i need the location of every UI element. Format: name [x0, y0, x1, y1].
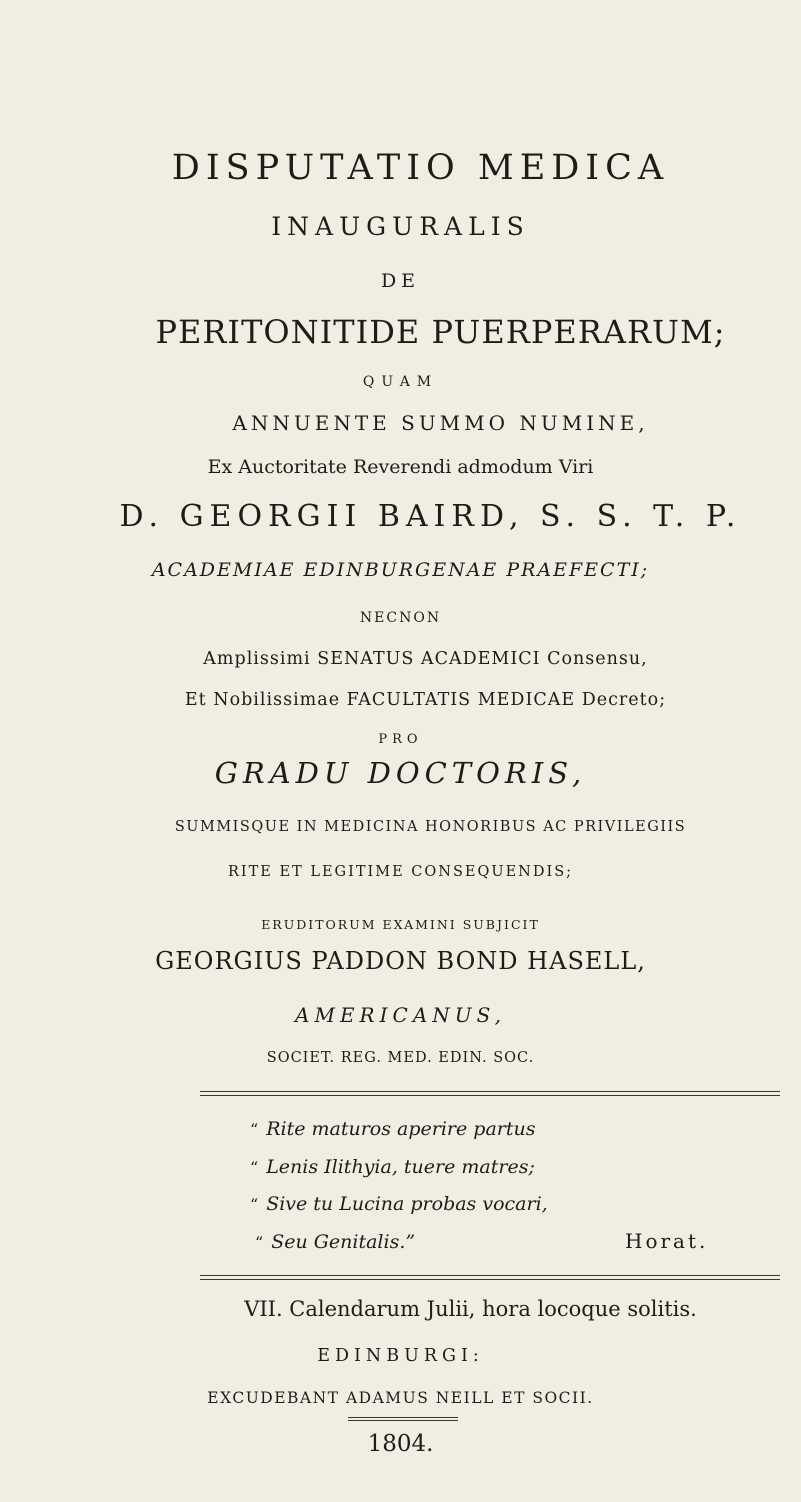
pro-line: PRO: [378, 732, 423, 747]
epigraph-line-4: [255, 1231, 415, 1253]
author-name: GEORGIUS PADDON BOND HASELL,: [155, 947, 646, 975]
senatus-line: Amplissimi SENATUS ACADEMICI Consensu,: [203, 649, 648, 669]
rule-imprint: [348, 1417, 458, 1421]
open-quote: “: [255, 1233, 264, 1252]
open-quote: “: [250, 1195, 259, 1214]
auctoritate-line: Ex Auctoritate Reverendi admodum Viri: [207, 456, 594, 478]
facultatis-line: Et Nobilissimae FACULTATIS MEDICAE Decreto;: [184, 690, 667, 710]
examini-line: ERUDITORUM EXAMINI SUBJICIT: [261, 917, 540, 932]
printer-line: EXCUDEBANT ADAMUS NEILL ET SOCII.: [207, 1389, 594, 1407]
title-inauguralis: INAUGURALIS: [271, 212, 530, 241]
epigraph-text-4: Seu Genitalis.”: [271, 1231, 416, 1253]
rule-top: [200, 1091, 780, 1096]
societ-line: SOCIET. REG. MED. EDIN. SOC.: [266, 1050, 535, 1066]
honoribus-line: SUMMISQUE IN MEDICINA HONORIBUS AC PRIVILEGIIS: [174, 819, 687, 835]
americanus-line: AMERICANUS,: [295, 1003, 506, 1027]
epigraph-line-3: [250, 1193, 548, 1215]
title-subject: PERITONITIDE PUERPERARUM;: [155, 313, 726, 351]
baird-line: D. GEORGII BAIRD, S. S. T. P.: [119, 499, 742, 534]
open-quote: “: [250, 1158, 259, 1177]
epigraph-line-2: [250, 1156, 535, 1178]
year-line: 1804.: [367, 1431, 434, 1457]
consequendis-line: RITE ET LEGITIME CONSEQUENDIS;: [227, 864, 574, 880]
title-de: DE: [380, 270, 421, 292]
epigraph-text-1: Rite maturos aperire partus: [266, 1118, 536, 1140]
annuente-line: ANNUENTE SUMMO NUMINE,: [232, 411, 649, 435]
gradu-doctoris-line: GRADU DOCTORIS,: [214, 756, 587, 790]
epigraph-text-2: Lenis Ilithyia, tuere matres;: [266, 1156, 535, 1178]
title-disputatio-medica: DISPUTATIO MEDICA: [171, 148, 670, 188]
epigraph-attribution: Horat.: [625, 1229, 709, 1253]
quam-line: QUAM: [362, 374, 439, 390]
rule-bottom: [200, 1275, 780, 1280]
necnon-line: NECNON: [359, 610, 442, 626]
place-line: EDINBURGI:: [317, 1346, 484, 1366]
open-quote: “: [250, 1120, 259, 1139]
epigraph-text-3: Sive tu Lucina probas vocari,: [266, 1193, 548, 1215]
date-line: VII. Calendarum Julii, hora locoque solitis.: [244, 1297, 697, 1321]
academiae-line: ACADEMIAE EDINBURGENAE PRAEFECTI;: [151, 559, 650, 581]
epigraph-line-1: [250, 1118, 535, 1140]
